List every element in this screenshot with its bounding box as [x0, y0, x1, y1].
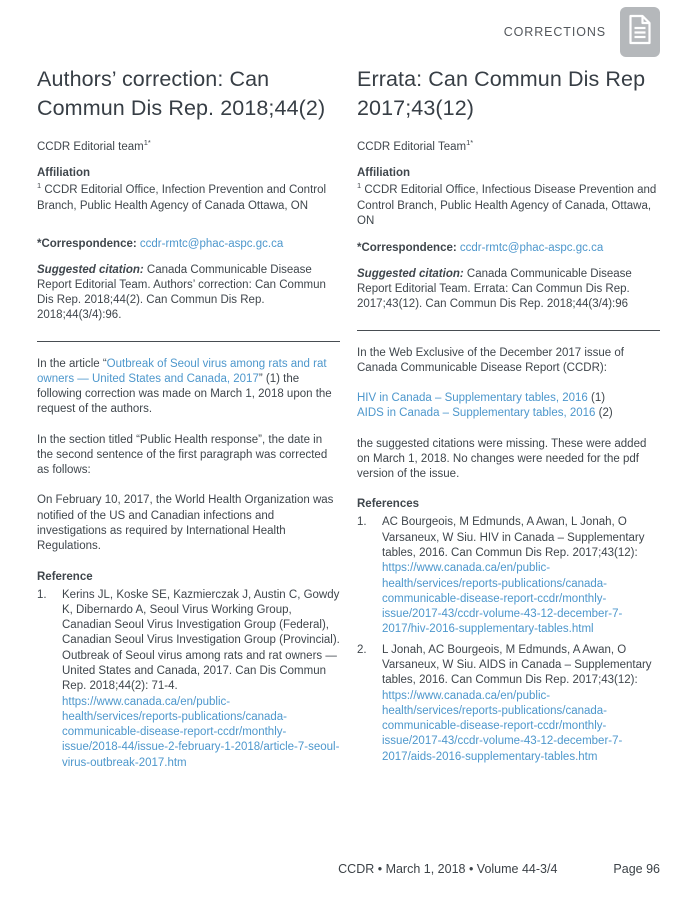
reference-item [37, 588, 340, 771]
document-page-icon [627, 14, 653, 50]
byline: CCDR Editorial team$^{1*}$ [37, 138, 151, 154]
reference-list [37, 588, 340, 771]
affiliation-text: $^1$ CCDR Editorial Office, Infection Prevention and Control Branch, Public Health Agency of Canada Ottawa, ON [37, 181, 327, 212]
byline-superscript: 1* [466, 138, 474, 148]
reference-number: 1. [37, 588, 47, 601]
correspondence-label: *Correspondence: [357, 241, 460, 254]
section-label: CORRECTIONS [503, 25, 606, 39]
section-divider [37, 341, 340, 342]
reference-url-link[interactable]: https://www.canada.ca/en/public-health/services/reports-publications/canada-communicable-disease-report-ccdr/monthly-issue/2017-43/ccdr-volume-43-12-december-7-2017/aids-2016-supplementary-tables.htm [382, 689, 623, 763]
page-number: Page 96 [613, 862, 660, 876]
supplementary-link-line: AIDS in Canada – Supplementary tables, 2016 (2) [357, 407, 613, 420]
reference-url-link[interactable]: https://www.canada.ca/en/public-health/services/reports-publications/canada-communicable-disease-report-ccdr/monthly-issue/2018-44/issue-2-february-1-2018/article-7-seoul-virus-outbreak-2017.htm [62, 695, 340, 769]
article-errata [357, 65, 660, 771]
article-authors-correction [37, 65, 340, 771]
reference-number: 2. [357, 643, 367, 656]
reference-body: L Jonah, AC Bourgeois, M Edmunds, A Awan, O Varsaneux, W Siu. AIDS in Canada – Supplementary tables, 2016. Can Commun Dis Rep. 2017;43(12): https://www.canada.ca/en/public-health/services/reports-publications/canada-communicable-disease-report-ccdr/monthly-issue/2017-43/ccdr-volume-43-12-december-7-2017/aids-2016-supplementary-tables.htm [382, 643, 652, 763]
correspondence-email-link[interactable]: ccdr-rmtc@phac-aspc.gc.ca [459, 241, 604, 254]
body-paragraph: In the Web Exclusive of the December 2017 issue of Canada Communicable Disease Report (CCDR): [357, 346, 624, 374]
journal-issue-line: CCDR • March 1, 2018 • Volume 44-3/4 [338, 862, 558, 876]
suggested-citation-label: Suggested citation: [37, 263, 147, 276]
body-paragraph: In the section titled “Public Health response”, the date in the second sentence of the first paragraph was corrected as follows: [37, 433, 328, 477]
section-divider [357, 330, 660, 331]
correspondence-line [357, 242, 660, 254]
correspondence-line [37, 238, 340, 250]
reference-heading: References [357, 498, 420, 511]
reference-number: 1. [357, 516, 367, 529]
reference-heading: Reference [37, 570, 93, 583]
suggested-citation: Suggested citation: Canada Communicable Disease Report Editorial Team. Authors’ correction: Can Commun Dis Rep. 2018;44(2). Can Commun Dis Rep. 2018;44(3/4):96. [37, 263, 326, 322]
corrections-icon-box [620, 7, 660, 57]
affiliation-superscript: 1 [37, 181, 42, 191]
byline: CCDR Editorial Team$^{1*}$ [357, 138, 474, 154]
section-banner [37, 7, 660, 57]
affiliation-heading: Affiliation [357, 167, 411, 180]
correspondence-label: *Correspondence: [37, 237, 140, 250]
body-paragraph: the suggested citations were missing. These were added on March 1, 2018. No changes were needed for the pdf version of the issue. [357, 437, 647, 481]
affiliation-heading: Affiliation [37, 167, 91, 180]
affiliation-superscript: 1 [357, 181, 362, 191]
reference-item [357, 515, 660, 637]
article-title-link[interactable]: Outbreak of Seoul virus among rats and rat owners — United States and Canada, 2017 [37, 357, 327, 385]
supplementary-link-line: HIV in Canada – Supplementary tables, 2016 (1) [357, 392, 606, 405]
suggested-citation-label: Suggested citation: [357, 267, 467, 280]
correspondence-email-link[interactable]: ccdr-rmtc@phac-aspc.gc.ca [139, 237, 284, 250]
reference-body: AC Bourgeois, M Edmunds, A Awan, L Jonah, O Varsaneux, W Siu. HIV in Canada – Supplementary tables, 2016. Can Commun Dis Rep. 2017;43(12): https://www.canada.ca/en/public-health/services/reports-publications/canada-communicable-disease-report-ccdr/monthly-issue/2017-43/ccdr-volume-43-12-december-7-2017/hiv-2016-supplementary-tables.html [382, 516, 645, 636]
supplementary-links [357, 391, 660, 422]
page-footer [0, 862, 660, 876]
article-title: Authors’ correction: Can Commun Dis Rep. 2018;44(2) [37, 67, 326, 121]
reference-item [357, 643, 660, 765]
body-paragraph: On February 10, 2017, the World Health Organization was notified of the US and Canadian infections and investigations as required by International Health Regulations. [37, 494, 334, 553]
hiv-tables-link[interactable]: HIV in Canada – Supplementary tables, 2016 [357, 392, 588, 405]
reference-body: Kerins JL, Koske SE, Kazmierczak J, Austin C, Gowdy K, Dibernardo A, Seoul Virus Working Group, Canadian Seoul Virus Investigation Group (Federal), Canadian Seoul Virus Investigation Group (Provincial). Outbreak of Seoul virus among rats and rat owners — United States and Canada, 2017. Can Dis Commun Rep. 2018;44(2): 71-4. https://www.canada.ca/en/public-health/services/reports-publications/canada-communicable-disease-report-ccdr/monthly-issue/2018-44/issue-2-february-1-2018/article-7-seoul-virus-outbreak-2017.htm [62, 588, 340, 769]
aids-tables-link[interactable]: AIDS in Canada – Supplementary tables, 2016 [357, 407, 596, 420]
article-title: Errata: Can Commun Dis Rep 2017;43(12) [357, 67, 646, 121]
affiliation-text: $^1$ CCDR Editorial Office, Infectious Disease Prevention and Control Branch, Public Health Agency of Canada, Ottawa, ON [357, 181, 657, 227]
suggested-citation: Suggested citation: Canada Communicable Disease Report Editorial Team. Errata: Can Commun Dis Rep. 2017;43(12). Can Commun Dis Rep. 2018;44(3/4):96 [357, 267, 632, 311]
body-paragraph: In the article “Outbreak of Seoul virus among rats and rat owners — United States and Canada, 2017” (1) the following correction was made on March 1, 2018 upon the request of the authors. [37, 357, 332, 416]
reference-url-link[interactable]: https://www.canada.ca/en/public-health/services/reports-publications/canada-communicable-disease-report-ccdr/monthly-issue/2017-43/ccdr-volume-43-12-december-7-2017/hiv-2016-supplementary-tables.html [382, 562, 623, 636]
reference-list [357, 515, 660, 765]
byline-superscript: 1* [143, 138, 151, 148]
